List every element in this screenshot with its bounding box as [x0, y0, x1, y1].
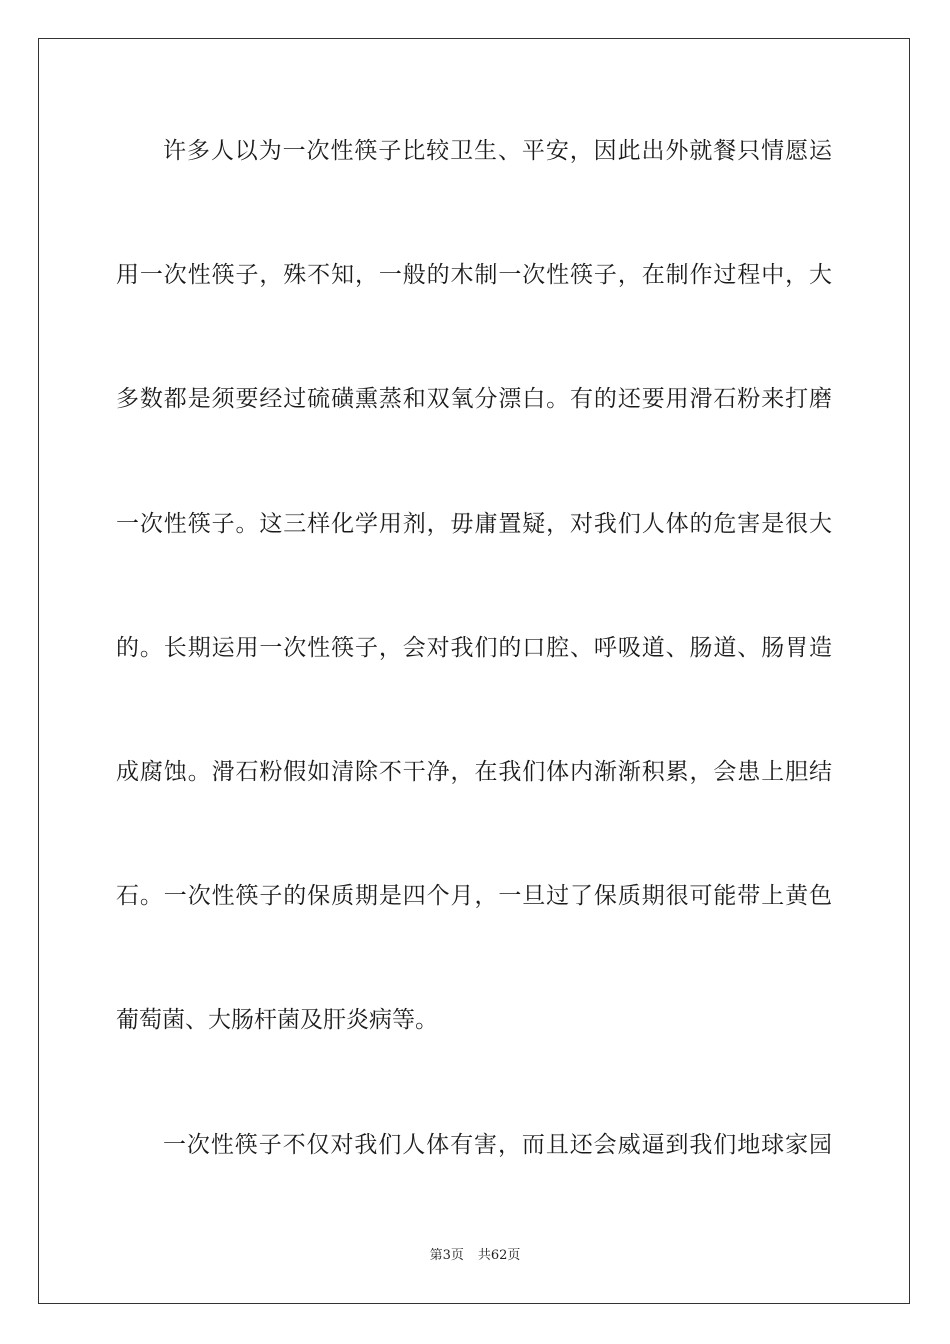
text-line: 的。长期运用一次性筷子，会对我们的口腔、呼吸道、肠道、肠胃造 [116, 635, 832, 661]
text-line: 多数都是须要经过硫磺熏蒸和双氧分漂白。有的还要用滑石粉来打磨 [116, 386, 832, 412]
text-line: 用一次性筷子，殊不知，一般的木制一次性筷子，在制作过程中，大 [116, 262, 832, 288]
page-total: 共62页 [477, 1248, 521, 1263]
text-line: 许多人以为一次性筷子比较卫生、平安，因此出外就餐只情愿运 [163, 138, 832, 164]
page-border [38, 38, 910, 1304]
page-footer [0, 1244, 950, 1263]
text-line: 一次性筷子。这三样化学用剂，毋庸置疑，对我们人体的危害是很大 [116, 511, 832, 537]
text-line: 石。一次性筷子的保质期是四个月，一旦过了保质期很可能带上黄色 [116, 883, 832, 909]
page-number: 第3页 [429, 1248, 464, 1263]
text-line: 一次性筷子不仅对我们人体有害，而且还会威逼到我们地球家园 [163, 1132, 832, 1158]
text-line: 成腐蚀。滑石粉假如清除不干净，在我们体内渐渐积累，会患上胆结 [116, 759, 832, 785]
text-line: 葡萄菌、大肠杆菌及肝炎病等。 [116, 1007, 438, 1033]
